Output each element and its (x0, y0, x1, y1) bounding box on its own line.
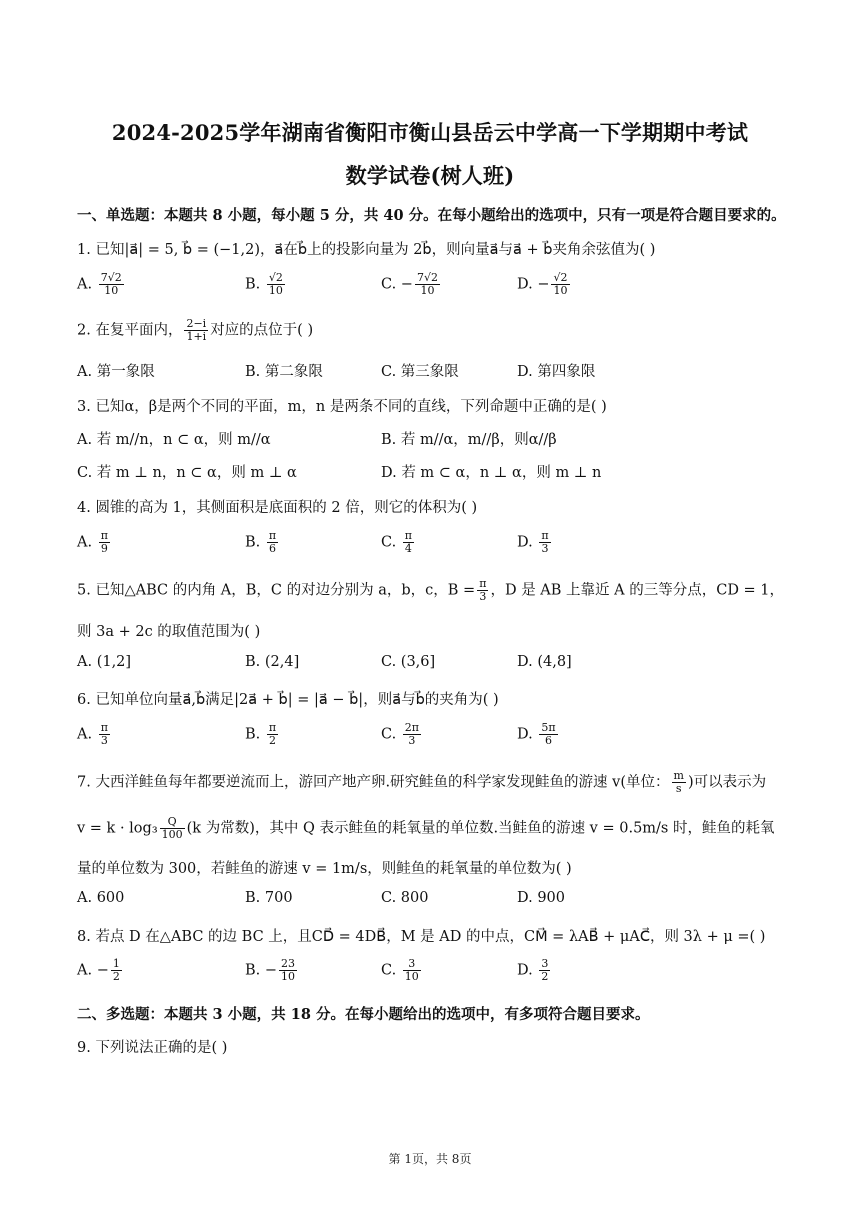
option-fraction-den: 2 (268, 734, 276, 748)
question-6-option-b (245, 722, 280, 747)
option-fraction-num: 7√2 (416, 271, 438, 284)
option-fraction (99, 530, 110, 555)
option-label: C. (381, 276, 397, 293)
question-5-stem-line2: 则 3a + 2c 的取值范围为( ) (77, 624, 261, 640)
option-fraction (267, 272, 285, 297)
question-4-option-c (381, 530, 416, 555)
option-fraction-num: √2 (268, 271, 283, 284)
option-sign: − (537, 276, 550, 293)
option-fraction (403, 958, 421, 983)
question-3-option-d: D. 若 m ⊂ α，n ⊥ α，则 m ⊥ n (381, 465, 602, 481)
option-label: A. (77, 962, 93, 979)
option-fraction (539, 530, 550, 555)
option-fraction-num: π (404, 529, 413, 542)
option-fraction-den: 3 (408, 734, 416, 748)
question-1-option-d (517, 272, 572, 297)
option-sign: − (264, 962, 278, 979)
option-fraction (415, 272, 440, 297)
option-fraction (539, 958, 550, 983)
question-7-fraction (160, 816, 185, 841)
option-fraction-den: 10 (268, 284, 283, 298)
option-fraction-num: 23 (281, 957, 296, 970)
question-2-option-a: A. 第一象限 (77, 364, 155, 380)
option-fraction (279, 958, 297, 983)
question-8-option-d (517, 958, 552, 983)
option-fraction-num: 7√2 (100, 271, 122, 284)
option-label: D. (517, 962, 533, 979)
option-fraction-den: 10 (553, 284, 568, 298)
option-fraction (267, 530, 278, 555)
question-8-option-a (77, 958, 124, 983)
option-label: A. (77, 276, 93, 293)
question-5-fraction-num: π (479, 577, 487, 590)
option-fraction-num: π (100, 529, 108, 542)
option-fraction-den: 2 (541, 970, 549, 984)
question-1-option-c (381, 272, 442, 297)
section-heading-multiple-choice: 二、多选题：本题共 3 小题，共 18 分。在每小题给出的选项中，有多项符合题目要求。 (77, 1006, 650, 1023)
option-label: A. (77, 726, 93, 743)
page-footer: 第 1页，共 8页 (388, 1152, 472, 1166)
question-1-option-a (77, 272, 126, 297)
option-fraction (403, 722, 421, 747)
option-label: B. (245, 962, 261, 979)
option-fraction-den: 6 (544, 734, 552, 748)
option-fraction (99, 722, 110, 747)
question-6-stem: 6. 已知单位向量a⃗,b⃗满足|2a⃗ + b⃗| = |a⃗ − b⃗|，则a⃗与b⃗的夹角为( ) (77, 692, 499, 708)
question-7-stem2-pre: v = k · log₃ (77, 820, 158, 837)
exam-title-line2: 数学试卷(树人班) (345, 163, 515, 188)
option-sign: − (96, 962, 109, 979)
option-fraction-num: √2 (553, 271, 568, 284)
question-6-option-d (517, 722, 560, 747)
question-7-stem-line1 (77, 770, 766, 795)
option-fraction-den: 2 (112, 970, 120, 984)
question-7-stem2-post: (k 为常数)，其中 Q 表示鲑鱼的耗氧量的单位数.当鲑鱼的游速 v = 0.5m/s 时，鲑鱼的耗氧 (186, 820, 775, 837)
option-label: B. (245, 276, 261, 293)
question-7-stem-line3: 量的单位数为 300，若鲑鱼的游速 v = 1m/s，则鲑鱼的耗氧量的单位数为( ) (77, 861, 572, 877)
question-7-fraction-num: Q (160, 816, 185, 829)
question-2-option-c: C. 第三象限 (381, 364, 459, 380)
option-fraction-den: 10 (404, 970, 419, 984)
option-fraction-den: 10 (281, 970, 296, 984)
option-fraction (539, 722, 557, 747)
option-fraction-den: 4 (404, 542, 412, 556)
question-7-fraction-den: 100 (161, 828, 183, 842)
option-fraction (99, 272, 124, 297)
question-1-stem: 1. 已知|a⃗| = 5, b⃗ = (−1,2)，a⃗在b⃗上的投影向量为 2b⃗，则向量a⃗与a⃗ + b⃗夹角余弦值为( ) (77, 242, 656, 258)
question-7-stem1-pre: 7. 大西洋鲑鱼每年都要逆流而上，游回产地产卵.研究鲑鱼的科学家发现鲑鱼的游速 v(单位： (77, 774, 670, 791)
option-label: D. (517, 726, 533, 743)
option-fraction-den: 3 (100, 734, 108, 748)
question-8-option-c (381, 958, 423, 983)
question-2-stem-post: 对应的点位于( ) (210, 322, 314, 339)
option-fraction (403, 530, 414, 555)
option-fraction-num: 3 (541, 957, 549, 970)
question-3-option-c: C. 若 m ⊥ n，n ⊂ α，则 m ⊥ α (77, 465, 297, 481)
question-5-option-d: D. (4,8] (517, 654, 572, 670)
question-3-option-b: B. 若 m//α，m//β，则α//β (381, 432, 557, 448)
question-2-fraction-den: 1+i (186, 330, 207, 344)
option-fraction-num: π (100, 721, 108, 734)
question-6-option-c (381, 722, 423, 747)
question-3-stem: 3. 已知α，β是两个不同的平面，m，n 是两条不同的直线，下列命题中正确的是( ) (77, 399, 607, 415)
option-fraction-num: 1 (112, 957, 120, 970)
question-5-option-c: C. (3,6] (381, 654, 436, 670)
question-7-option-b: B. 700 (245, 890, 293, 906)
option-fraction-den: 9 (100, 542, 108, 556)
question-9-stem: 9. 下列说法正确的是( ) (77, 1040, 228, 1056)
question-7-option-c: C. 800 (381, 890, 429, 906)
question-7-stem-line2 (77, 816, 774, 841)
question-2-fraction (184, 318, 208, 343)
option-fraction-num: 2π (404, 721, 420, 734)
option-fraction-den: 10 (420, 284, 435, 298)
question-4-option-a (77, 530, 112, 555)
option-label: B. (245, 534, 261, 551)
question-7-unit-den: s (675, 782, 682, 796)
question-5-stem-pre: 5. 已知△ABC 的内角 A，B，C 的对边分别为 a，b，c，B = (77, 582, 476, 599)
question-5-option-a: A. (1,2] (77, 654, 132, 670)
question-7-unit-fraction (672, 770, 686, 795)
question-7-option-a: A. 600 (77, 890, 125, 906)
question-2-stem (77, 318, 313, 343)
question-2-fraction-num: 2−i (186, 317, 207, 330)
question-4-option-d (517, 530, 553, 555)
question-5-fraction (477, 578, 488, 603)
question-5-option-b: B. (2,4] (245, 654, 300, 670)
question-2-option-d: D. 第四象限 (517, 364, 596, 380)
question-8-option-b (245, 958, 299, 983)
question-7-option-d: D. 900 (517, 890, 566, 906)
option-fraction-den: 6 (268, 542, 276, 556)
question-1-option-b (245, 272, 287, 297)
question-5-fraction-den: 3 (479, 590, 487, 604)
option-fraction-num: 3 (403, 958, 421, 971)
option-fraction-den: 3 (541, 542, 549, 556)
option-fraction-num: π (268, 529, 277, 542)
option-label: C. (381, 726, 397, 743)
exam-title-line1: 2024-2025学年湖南省衡阳市衡山县岳云中学高一下学期期中考试 (111, 120, 749, 145)
question-4-option-b (245, 530, 280, 555)
option-fraction (267, 722, 278, 747)
question-5-stem (77, 578, 784, 603)
option-label: B. (245, 726, 261, 743)
option-fraction-den: 10 (104, 284, 119, 298)
option-sign: − (400, 276, 413, 293)
option-label: C. (381, 534, 397, 551)
option-label: D. (517, 276, 533, 293)
option-label: A. (77, 534, 93, 551)
question-5-stem-post: ，D 是 AB 上靠近 A 的三等分点，CD = 1， (490, 582, 785, 599)
question-3-option-a: A. 若 m//n，n ⊂ α，则 m//α (77, 432, 271, 448)
question-7-stem1-post: )可以表示为 (687, 774, 767, 791)
option-label: D. (517, 534, 533, 551)
question-2-option-b: B. 第二象限 (245, 364, 323, 380)
question-4-stem: 4. 圆锥的高为 1，其侧面积是底面积的 2 倍，则它的体积为( ) (77, 500, 478, 516)
option-fraction (111, 958, 122, 983)
option-fraction-num: 5π (541, 721, 556, 734)
section-heading-single-choice: 一、单选题：本题共 8 小题，每小题 5 分，共 40 分。在每小题给出的选项中，只有一项是符合题目要求的。 (77, 207, 786, 224)
question-7-unit-num: m (673, 769, 684, 782)
question-8-stem: 8. 若点 D 在△ABC 的边 BC 上，且CD⃗ = 4DB⃗，M 是 AD 的中点，CM⃗ = λAB⃗ + μAC⃗，则 3λ + μ =( ) (77, 929, 766, 945)
option-fraction-num: π (541, 529, 549, 542)
question-2-stem-pre: 2. 在复平面内， (77, 322, 183, 339)
option-label: C. (381, 962, 397, 979)
option-fraction-num: π (268, 721, 277, 734)
option-fraction (551, 272, 569, 297)
question-6-option-a (77, 722, 112, 747)
